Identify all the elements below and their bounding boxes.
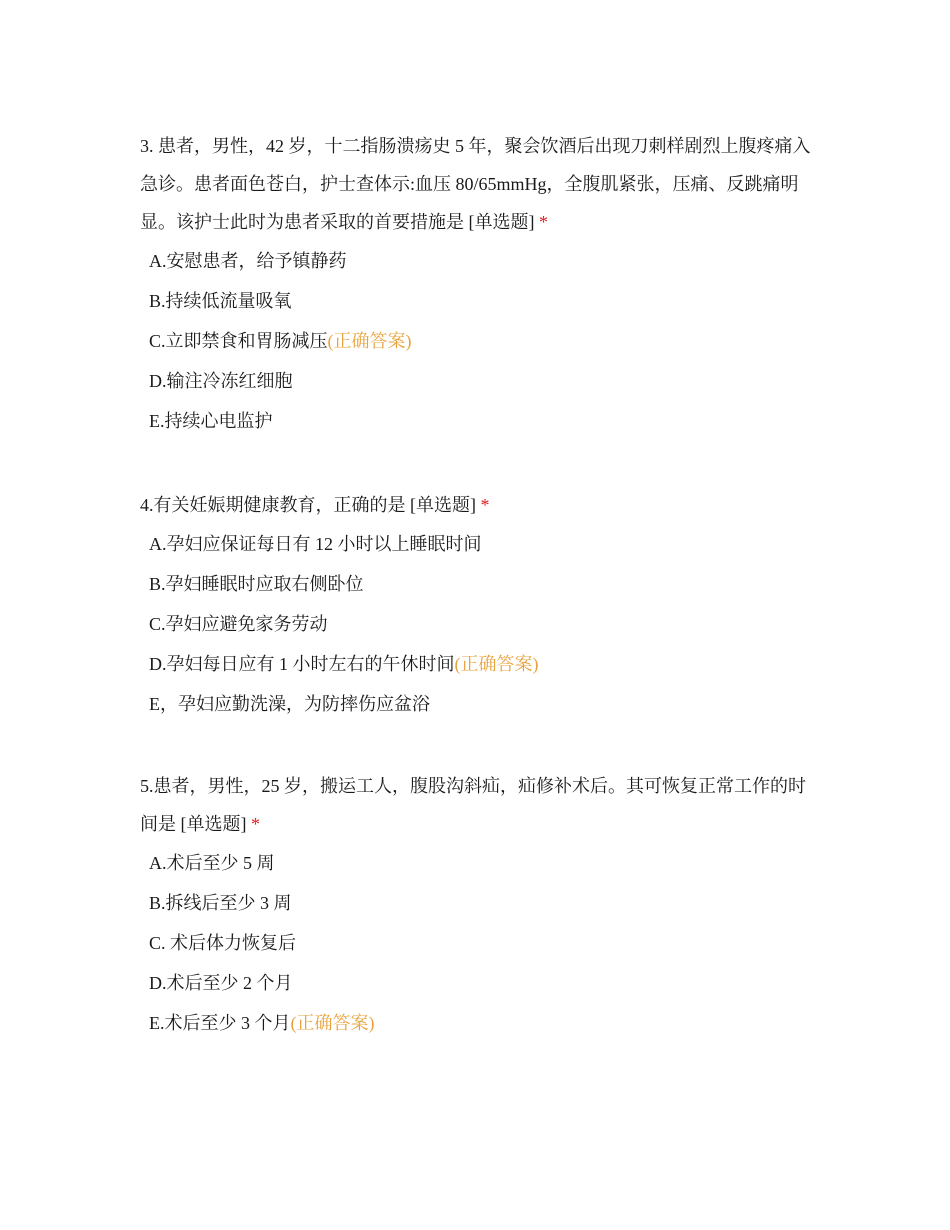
question-stem (140, 486, 820, 524)
option-text: B.拆线后至少 3 周 (149, 893, 292, 913)
option-b[interactable] (149, 572, 820, 596)
option-text: A.孕妇应保证每日有 12 小时以上睡眠时间 (149, 534, 482, 554)
question-stem (140, 127, 820, 241)
option-text: C.孕妇应避免家务劳动 (149, 614, 328, 634)
required-mark: * (251, 814, 260, 834)
option-list (149, 249, 820, 433)
option-a[interactable] (149, 851, 820, 875)
option-text: D.孕妇每日应有 1 小时左右的午休时间 (149, 654, 455, 674)
option-text: A.术后至少 5 周 (149, 853, 275, 873)
option-text: E，孕妇应勤洗澡，为防摔伤应盆浴 (149, 694, 430, 714)
correct-answer-tag: (正确答案) (454, 654, 539, 674)
option-e[interactable] (149, 1011, 820, 1035)
option-text: D.输注冷冻红细胞 (149, 371, 293, 391)
question-3 (140, 127, 820, 449)
option-b[interactable] (149, 891, 820, 915)
option-c[interactable] (149, 931, 820, 955)
question-5 (140, 767, 820, 1051)
option-text: D.术后至少 2 个月 (149, 973, 293, 993)
option-d[interactable] (149, 652, 820, 676)
option-e[interactable] (149, 692, 820, 716)
option-text: C. 术后体力恢复后 (149, 933, 297, 953)
question-stem-text: 5.患者，男性，25 岁，搬运工人，腹股沟斜疝，疝修补术后。其可恢复正常工作的时间是 [单选题] (140, 776, 806, 834)
option-e[interactable] (149, 409, 820, 433)
question-stem (140, 767, 820, 843)
option-c[interactable] (149, 612, 820, 636)
option-list (149, 532, 820, 716)
correct-answer-tag: (正确答案) (290, 1013, 375, 1033)
option-d[interactable] (149, 971, 820, 995)
option-a[interactable] (149, 532, 820, 556)
option-d[interactable] (149, 369, 820, 393)
question-4 (140, 486, 820, 732)
option-text: E.持续心电监护 (149, 411, 273, 431)
option-text: C.立即禁食和胃肠减压 (149, 331, 328, 351)
question-stem-text: 4.有关妊娠期健康教育，正确的是 [单选题] (140, 495, 476, 515)
option-text: E.术后至少 3 个月 (149, 1013, 291, 1033)
option-b[interactable] (149, 289, 820, 313)
required-mark: * (539, 212, 548, 232)
option-text: B.持续低流量吸氧 (149, 291, 292, 311)
option-list (149, 851, 820, 1035)
correct-answer-tag: (正确答案) (327, 331, 412, 351)
question-stem-text: 3. 患者，男性，42 岁，十二指肠溃疡史 5 年，聚会饮酒后出现刀刺样剧烈上腹疼痛入急诊。患者面色苍白，护士查体示:血压 80/65mmHg，全腹肌紧张，压痛、反跳痛明显。该护士此时为患者采取的首要措施是 [单选题] (140, 136, 811, 232)
option-a[interactable] (149, 249, 820, 273)
option-text: B.孕妇睡眠时应取右侧卧位 (149, 574, 364, 594)
required-mark: * (480, 495, 490, 515)
option-c[interactable] (149, 329, 820, 353)
option-text: A.安慰患者，给予镇静药 (149, 251, 347, 271)
